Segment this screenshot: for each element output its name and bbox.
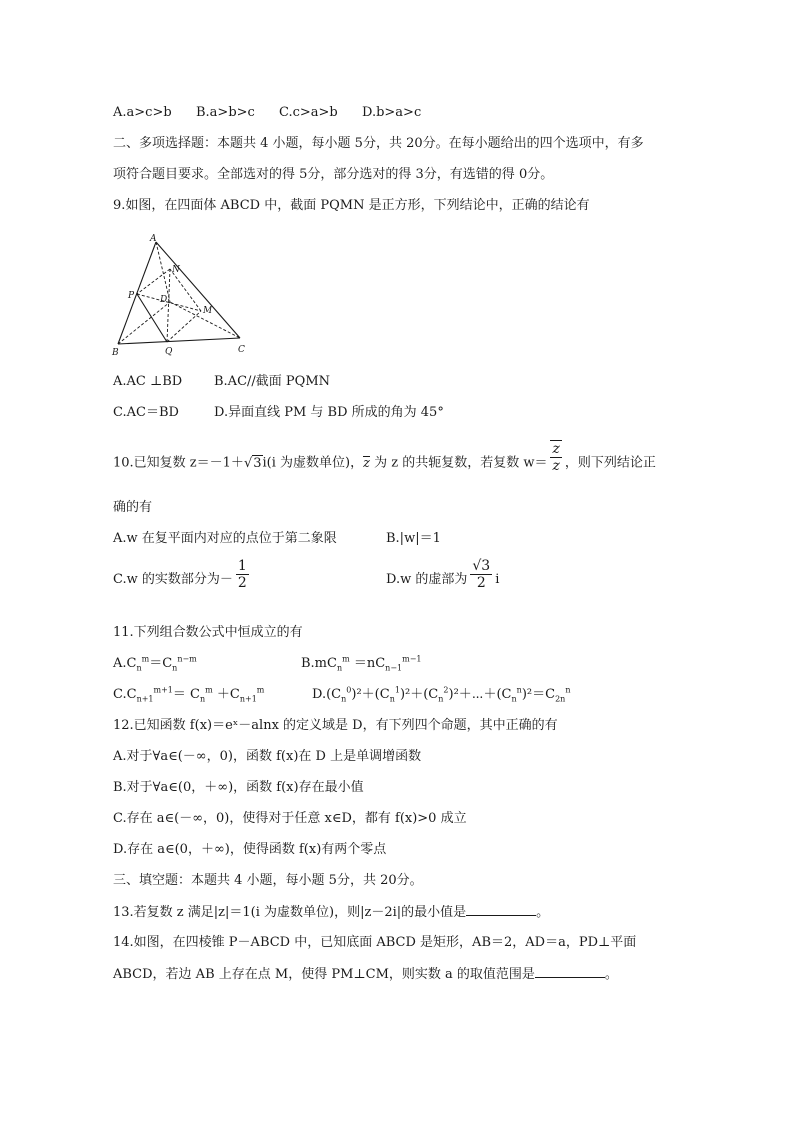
q10-option-c: C.w 的实数部分为－ $\frac{1}{2}$ (113, 558, 247, 591)
q12-stem: 12.已知函数 f(x)＝eˣ－alnx 的定义域是 D，有下列四个命题，其中正确的有 (113, 718, 558, 733)
q9-option-b: B.AC//截面 PQMN (214, 374, 331, 389)
label-b: B (112, 348, 119, 358)
q10-option-b: B.|w|＝1 (386, 531, 441, 546)
q12-option-d: D.存在 a∈(0，＋∞)，使得函数 f(x)有两个零点 (113, 842, 387, 857)
section2-heading-line2: 项符合题目要求。全部选对的得 5分，部分选对的得 3分，有选错的得 0分。 (113, 167, 554, 182)
q12-option-b: B.对于∀a∈(0，＋∞)，函数 f(x)存在最小值 (113, 780, 364, 795)
q13-answer-blank (466, 903, 536, 916)
q11-option-d: $D.(C_n^0)^2+(C_n^1)^2+(C_n^2)^2+\cdots+(C_n^n)^2=C_{2n}^n$ (312, 685, 571, 704)
q13-stem: 13.若复数 z 满足|z|＝1(i 为虚数单位)，则|z－2i|的最小值是 。 (113, 905, 550, 920)
q10-stem-line2: 确的有 (113, 500, 153, 515)
q8-option-b: B.a>b>c (196, 105, 255, 120)
q9-option-a: A.AC ⊥BD (113, 374, 183, 389)
q8-option-d: D.b>a>c (362, 105, 422, 120)
q14-stem-line2: ABCD，若边 AB 上存在点 M，使得 PM⊥CM，则实数 a 的取值范围是 。 (113, 967, 618, 982)
q9-option-d: D.异面直线 PM 与 BD 所成的角为 45° (214, 405, 444, 420)
q11-option-c: $C.C_{n+1}^{m+1}= C_n^m +C_{n+1}^m$ (113, 685, 265, 704)
tetrahedron-figure (110, 232, 250, 360)
q10-option-a: A.w 在复平面内对应的点位于第二象限 (113, 531, 337, 546)
q10-fraction: $\frac{z}{z}$ (552, 441, 560, 474)
label-d: D (160, 295, 168, 305)
q11-stem: 11.下列组合数公式中恒成立的有 (113, 625, 303, 640)
z-conjugate: z (363, 455, 370, 471)
label-m: M (203, 306, 213, 316)
q11-option-b: $B.mC_n^m =nC_{n-1}^{m-1}$ (301, 654, 422, 673)
section2-heading-line1: 二、多项选择题：本题共 4 小题，每小题 5分，共 20分。在每小题给出的四个选项中，有多 (113, 136, 644, 151)
q9-option-c: C.AC＝BD (113, 405, 179, 420)
q9-stem: 9.如图，在四面体 ABCD 中，截面 PQMN 是正方形，下列结论中，正确的结论有 (113, 198, 590, 213)
label-p: P (128, 291, 135, 301)
label-n: N (172, 265, 180, 275)
q8-option-c: C.c>a>b (279, 105, 338, 120)
q11-option-a: $A.C_n^m=C_n^{n-m}$ (113, 654, 197, 673)
q12-option-a: A.对于∀a∈(－∞，0)，函数 f(x)在 D 上是单调增函数 (113, 749, 422, 764)
label-q: Q (165, 347, 173, 357)
q8-option-a: A.a>c>b (113, 105, 172, 120)
q12-option-c: C.存在 a∈(－∞，0)，使得对于任意 x∈D，都有 f(x)>0 成立 (113, 811, 467, 826)
q14-answer-blank (535, 965, 605, 978)
q10-stem: 10.已知复数 z＝－1＋√3i(i 为虚数单位)，z 为 z 的共轭复数，若复数 w＝ $\frac{z}{z}$ ，则下列结论正 (113, 441, 656, 474)
label-c: C (238, 345, 245, 355)
section3-heading: 三、填空题：本题共 4 小题，每小题 5分，共 20分。 (113, 873, 423, 888)
label-a: A (150, 234, 157, 244)
q10-option-d: D.w 的虚部为 $\frac{√3}{2}$ i (386, 558, 500, 591)
q14-stem-line1: 14.如图，在四棱锥 P－ABCD 中，已知底面 ABCD 是矩形，AB＝2，AD＝a，PD⊥平面 (113, 935, 637, 950)
